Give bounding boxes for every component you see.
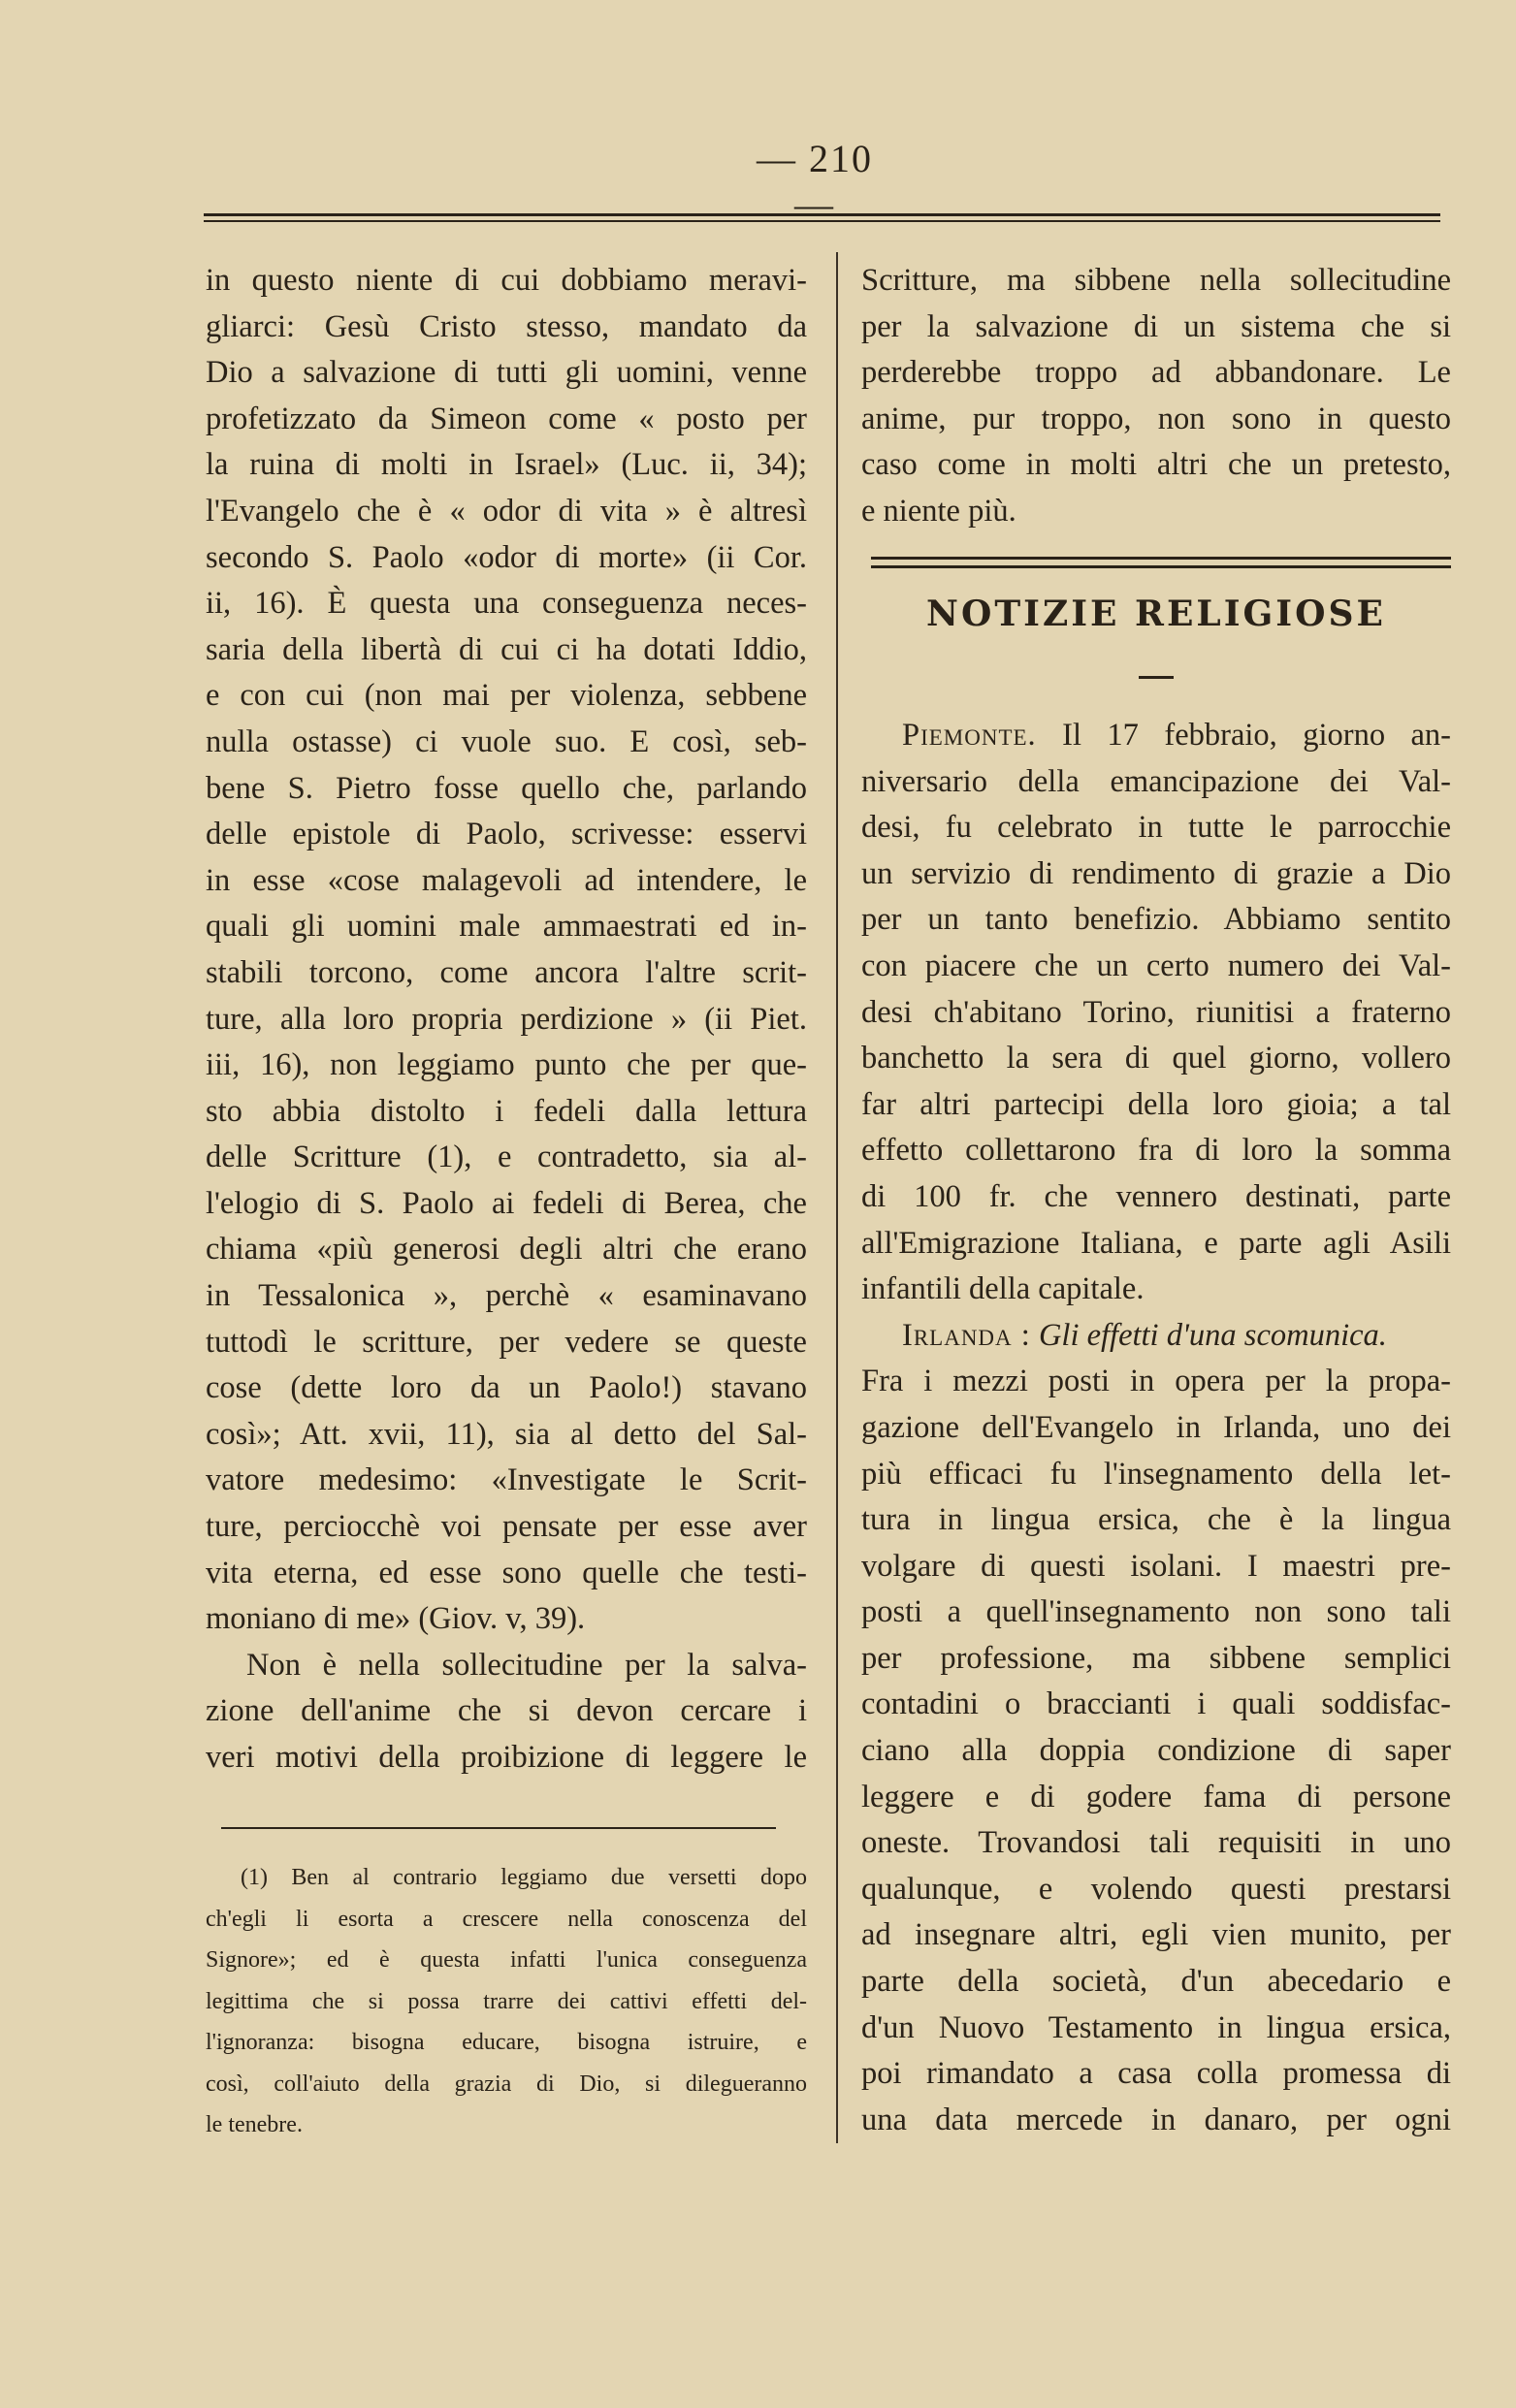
right-column-news [861, 713, 1451, 2143]
left-paragraph-1 [206, 258, 807, 1643]
text-line: far altri partecipi della loro gioia; a tal [861, 1086, 1451, 1122]
text-line: chiama «più generosi degli altri che erano [206, 1232, 807, 1268]
text-line: la ruina di molti in Israel» (Luc. ii, 34); [206, 447, 807, 483]
text-line: sto abbia distolto i fedeli dalla lettura [206, 1093, 807, 1129]
text-line: caso come in molti altri che un pretesto, [861, 447, 1451, 483]
text-line: più efficaci fu l'insegnamento della let- [861, 1456, 1451, 1492]
text-line: e niente più. [861, 493, 1016, 529]
left-paragraph-2 [206, 1643, 807, 1689]
text-line: moniano di me» (Giov. v, 39). [206, 1601, 586, 1637]
left-column [206, 258, 807, 1782]
text-line: veri motivi della proibizione di leggere le [206, 1740, 807, 1775]
text-line: bene S. Pietro fosse quello che, parlando [206, 770, 807, 806]
text-line: leggere e di godere fama di persone [861, 1779, 1451, 1814]
text-line: in esse «cose malagevoli ad intendere, le [206, 862, 807, 898]
text-line: posti a quell'insegnamento non sono tali [861, 1594, 1451, 1630]
text-line: Non è nella sollecitudine per la salva- [246, 1647, 807, 1683]
footnote-line: ch'egli li esorta a crescere nella conoscenza del [206, 1906, 807, 1932]
text-line: ciano alla doppia condizione di saper [861, 1733, 1451, 1769]
text-line: ture, alla loro propria perdizione » (ii Piet. [206, 1001, 807, 1037]
text-line: ad insegnare altri, egli vien munito, per [861, 1917, 1451, 1953]
text-line: e con cui (non mai per violenza, sebbene [206, 678, 807, 714]
text-line: d'un Nuovo Testamento in lingua ersica, [861, 2009, 1451, 2045]
text-line: gliarci: Gesù Cristo stesso, mandato da [206, 308, 807, 344]
text-line: Dio a salvazione di tutti gli uomini, venne [206, 355, 807, 391]
text-line: iii, 16), non leggiamo punto che per que- [206, 1047, 807, 1083]
text-line: in questo niente di cui dobbiamo meravi- [206, 263, 807, 298]
text-line: delle epistole di Paolo, scrivesse: esservi [206, 817, 807, 852]
text-line: quali gli uomini male ammaestrati ed in- [206, 909, 807, 945]
irlanda-heading: Gli effetti d'una scomunica. [1038, 1317, 1387, 1353]
title-dash [1139, 676, 1174, 679]
text-line: niversario della emancipazione dei Val- [861, 763, 1451, 799]
text-line: profetizzato da Simeon come « posto per [206, 401, 807, 436]
text-line: vatore medesimo: «Investigate le Scrit- [206, 1462, 807, 1498]
text-line: gazione dell'Evangelo in Irlanda, uno dei [861, 1409, 1451, 1445]
text-line: per la salvazione di un sistema che si [861, 308, 1451, 344]
text-line: saria della libertà di cui ci ha dotati Iddio, [206, 631, 807, 667]
irlanda-heading-line [861, 1313, 1451, 1360]
footnote-rule [221, 1827, 776, 1829]
text-line: l'elogio di S. Paolo ai fedeli di Berea, che [206, 1185, 807, 1221]
text-line: secondo S. Paolo «odor di morte» (ii Cor. [206, 539, 807, 575]
text-line: nulla ostasse) ci vuole suo. E così, seb- [206, 723, 807, 759]
text-line: contadini o braccianti i quali soddisfac- [861, 1686, 1451, 1722]
right-column-top [861, 258, 1451, 535]
text-line: cose (dette loro da un Paolo!) stavano [206, 1370, 807, 1406]
section-rule [871, 557, 1451, 568]
text-line: qualunque, e volendo questi prestarsi [861, 1871, 1451, 1907]
text-line: tura in lingua ersica, che è la lingua [861, 1502, 1451, 1538]
text-line: con piacere che un certo numero dei Val- [861, 947, 1451, 983]
text-line: per professione, ma sibbene semplici [861, 1640, 1451, 1676]
text-line: Fra i mezzi posti in opera per la propa- [861, 1364, 1451, 1399]
left-paragraph-2-cont [206, 1688, 807, 1781]
section-title: NOTIZIE RELIGIOSE [926, 594, 1386, 634]
text-line: desi ch'abitano Torino, riunitisi a fraterno [861, 994, 1451, 1030]
footnote [206, 1857, 807, 2146]
text-line: banchetto la sera di quel giorno, vollero [861, 1041, 1451, 1076]
text-line: all'Emigrazione Italiana, e parte agli Asili [861, 1225, 1451, 1261]
text-line: per un tanto benefizio. Abbiamo sentito [861, 902, 1451, 938]
text-line: stabili torcono, come ancora l'altre scrit- [206, 954, 807, 990]
text-line: l'Evangelo che è « odor di vita » è altresì [206, 493, 807, 529]
piemonte-first-line [861, 713, 1451, 759]
footnote-line: l'ignoranza: bisogna educare, bisogna istruire, e [206, 2030, 807, 2055]
page-number: — 210 — [757, 137, 873, 226]
text-line: poi rimandato a casa colla promessa di [861, 2056, 1451, 2092]
text-line: ii, 16). È questa una conseguenza neces- [206, 586, 807, 622]
text-line: ture, perciocchè voi pensate per esse aver [206, 1509, 807, 1545]
footnote-line: legittima che si possa trarre dei cattivi effetti del- [206, 1988, 807, 2014]
text-line: effetto collettarono fra di loro la somma [861, 1133, 1451, 1169]
text-line: in Tessalonica », perchè « esaminavano [206, 1278, 807, 1314]
text-line: desi, fu celebrato in tutte le parrocchie [861, 810, 1451, 846]
header-rule [204, 213, 1440, 222]
text-line: vita eterna, ed esse sono quelle che testi- [206, 1555, 807, 1590]
text-line: oneste. Trovandosi tali requisiti in uno [861, 1825, 1451, 1861]
text-line: di 100 fr. che vennero destinati, parte [861, 1178, 1451, 1214]
text-line: zione dell'anime che si devon cercare i [206, 1693, 807, 1729]
text-line: Il 17 febbraio, giorno an- [1062, 718, 1452, 753]
piemonte-label: Piemonte. [902, 718, 1037, 753]
text-line: delle Scritture (1), e contradetto, sia al- [206, 1140, 807, 1175]
text-line: un servizio di rendimento di grazie a Dio [861, 855, 1451, 891]
text-line: anime, pur troppo, non sono in questo [861, 401, 1451, 436]
footnote-line: così, coll'aiuto della grazia di Dio, si dilegueranno [206, 2071, 807, 2097]
text-line: così»; Att. xvii, 11), sia al detto del Sal- [206, 1416, 807, 1452]
irlanda-label: Irlanda : [902, 1317, 1031, 1353]
text-line: una data mercede in danaro, per ogni [861, 2102, 1451, 2137]
footnote-line: le tenebre. [206, 2112, 303, 2137]
footnote-line: Signore»; ed è questa infatti l'unica conseguenza [206, 1947, 807, 1973]
text-line: infantili della capitale. [861, 1271, 1145, 1307]
text-line: parte della società, d'un abecedario e [861, 1964, 1451, 2000]
text-line: Scritture, ma sibbene nella sollecitudine [861, 263, 1451, 298]
footnote-line: (1) Ben al contrario leggiamo due versetti dopo [241, 1865, 807, 1890]
column-divider [836, 252, 838, 2143]
text-line: volgare di questi isolani. I maestri pre- [861, 1548, 1451, 1584]
text-line: perderebbe troppo ad abbandonare. Le [861, 355, 1451, 391]
text-line: tuttodì le scritture, per vedere se queste [206, 1324, 807, 1360]
